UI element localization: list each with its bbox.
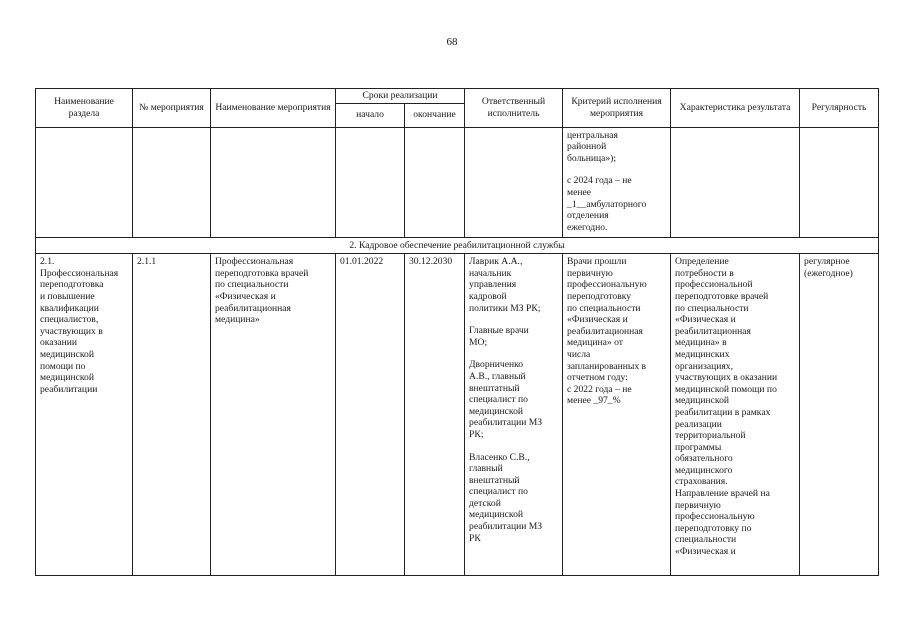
header-event-no: № мероприятия xyxy=(133,89,211,128)
header-deadlines: Сроки реализации xyxy=(336,89,465,104)
cell-regularity: регулярное (ежегодное) xyxy=(800,254,879,576)
cell-event-no: 2.1.1 xyxy=(133,254,211,576)
cell-event-name: Профессиональная переподготовка врачей по специальности «Физическая и реабилитационная медицина» xyxy=(211,254,336,576)
cell-empty xyxy=(211,127,336,237)
page-number: 68 xyxy=(446,36,458,48)
responsible-entry: Главные врачи МО; xyxy=(469,325,529,348)
header-event-name: Наименование мероприятия xyxy=(211,89,336,128)
cell-criterion: Врачи прошли первичную профессиональную переподготовку по специальности «Физическая и реабилитационная медицина» от числа запланированных в отчетном году: с 2022 года – не менее _97_% xyxy=(563,254,671,576)
responsible-entry: Власенко С.В., главный внештатный специалист по детской медицинской реабилитации МЗ РК xyxy=(469,451,543,544)
header-responsible: Ответственный исполнитель xyxy=(465,89,563,128)
header-regularity: Регулярность xyxy=(800,89,879,128)
cell-responsible xyxy=(465,254,563,576)
header-section-name: Наименование раздела xyxy=(36,89,133,128)
cell-empty xyxy=(36,127,133,237)
continuation-row xyxy=(36,127,879,237)
criterion-continued-part1: центральная районной больница»); xyxy=(567,129,618,164)
header-criterion: Критерий исполнения мероприятия xyxy=(563,89,671,128)
header-end: окончание xyxy=(405,103,465,127)
header-start: начало xyxy=(336,103,405,127)
cell-result: Определение потребности в профессиональной переподготовке врачей по специальности «Физическая и реабилитационная медицина» в медицинских организациях, участвующих в оказании медицинской помощи по медицинской реабилитации в рамках реализации территориальной программы обязательного медицинского страхования. Направление врачей на первичную профессиональную переподготовку по специальности «Физическая и xyxy=(671,254,800,576)
cell-criterion-continued xyxy=(563,127,671,237)
cell-empty xyxy=(133,127,211,237)
cell-empty xyxy=(465,127,563,237)
cell-empty xyxy=(405,127,465,237)
section-title-row xyxy=(36,237,879,254)
responsible-entry: Лаврик А.А., начальник управления кадровой политики МЗ РК; xyxy=(469,256,541,314)
table-row xyxy=(36,254,879,576)
cell-start-date: 01.01.2022 xyxy=(336,254,405,576)
cell-end-date: 30.12.2030 xyxy=(405,254,465,576)
events-table xyxy=(35,88,879,576)
responsible-entry: Дворниченко А.В., главный внештатный специалист по медицинской реабилитации МЗ РК; xyxy=(469,359,543,440)
section-title: 2. Кадровое обеспечение реабилитационной службы xyxy=(36,237,879,254)
cell-empty xyxy=(336,127,405,237)
cell-section-name: 2.1. Профессиональная переподготовка и повышение квалификации специалистов, участвующих в оказании медицинской помощи по медицинской реабилитации xyxy=(36,254,133,576)
header-result: Характеристика результата xyxy=(671,89,800,128)
criterion-continued-part2: с 2024 года – не менее _1__амбулаторного отделения ежегодно. xyxy=(567,175,647,233)
cell-empty xyxy=(800,127,879,237)
cell-empty xyxy=(671,127,800,237)
